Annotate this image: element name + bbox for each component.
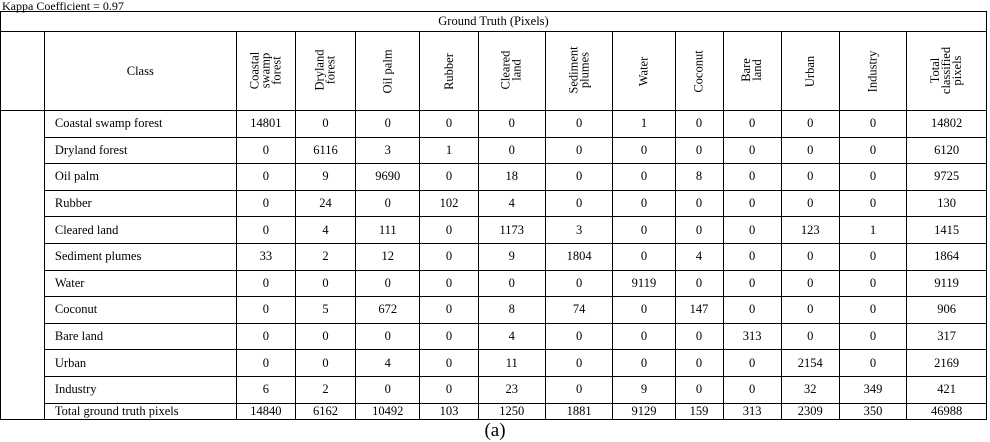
table-cell: 0: [781, 297, 839, 324]
table-row: [1, 376, 987, 403]
table-cell: 0: [675, 190, 723, 217]
table-cell: 0: [478, 137, 545, 164]
column-header-label: Oil palm: [380, 48, 395, 94]
kappa-coefficient: Kappa Coefficient = 0.97: [2, 0, 124, 13]
column-header: [545, 32, 612, 111]
table-cell: 0: [236, 323, 295, 350]
row-class-name: Coastal swamp forest: [44, 111, 236, 138]
table-cell: 2: [295, 376, 355, 403]
column-header-label: Water: [636, 56, 651, 86]
table-cell: 0: [781, 270, 839, 297]
ground-truth-header-row: [1, 12, 987, 32]
table-cell: 9119: [907, 270, 987, 297]
table-cell: 0: [613, 297, 675, 324]
table-row: [1, 111, 987, 138]
table-cell: 0: [236, 190, 295, 217]
table-cell: 0: [675, 111, 723, 138]
column-header-label: Cleared land: [498, 50, 524, 90]
table-cell: 9: [295, 164, 355, 191]
table-cell: 0: [839, 270, 906, 297]
table-cell: 0: [356, 111, 420, 138]
table-cell: 11: [478, 350, 545, 377]
table-cell: 23: [478, 376, 545, 403]
table-cell: 0: [356, 323, 420, 350]
table-row: [1, 190, 987, 217]
column-header-label: Urban: [802, 55, 817, 87]
table-cell: 1864: [907, 243, 987, 270]
table-cell: 672: [356, 297, 420, 324]
column-header-label: Coconut: [691, 49, 706, 93]
table-cell: 9119: [613, 270, 675, 297]
table-cell: 0: [613, 190, 675, 217]
table-cell: 0: [781, 164, 839, 191]
table-cell: 2154: [781, 350, 839, 377]
table-cell: 0: [839, 323, 906, 350]
table-cell: 0: [295, 350, 355, 377]
table-cell: 9129: [613, 403, 675, 419]
table-row: [1, 270, 987, 297]
table-cell: 0: [356, 190, 420, 217]
column-header-label: Industry: [865, 50, 880, 92]
table-cell: 4: [295, 217, 355, 244]
column-header-label: Rubber: [441, 52, 456, 90]
table-cell: 0: [545, 137, 612, 164]
row-class-name: Industry: [44, 376, 236, 403]
row-axis-label-cell: [1, 111, 45, 420]
column-header: [295, 32, 355, 111]
column-header-label: Bare land: [739, 58, 765, 82]
table-row: [1, 323, 987, 350]
table-cell: 0: [236, 164, 295, 191]
table-cell: 0: [675, 376, 723, 403]
corner-cell: [1, 32, 45, 111]
table-cell: 14801: [236, 111, 295, 138]
table-cell: 46988: [907, 403, 987, 419]
table-cell: 0: [723, 164, 781, 191]
row-class-name: Cleared land: [44, 217, 236, 244]
column-header-row: [1, 32, 987, 111]
table-cell: 147: [675, 297, 723, 324]
table-cell: 906: [907, 297, 987, 324]
ground-truth-header: Ground Truth (Pixels): [1, 12, 987, 32]
table-cell: 0: [723, 111, 781, 138]
column-header: [781, 32, 839, 111]
table-cell: 349: [839, 376, 906, 403]
total-row: [1, 403, 987, 419]
table-cell: 74: [545, 297, 612, 324]
table-cell: 9690: [356, 164, 420, 191]
table-cell: 0: [723, 243, 781, 270]
table-cell: 0: [236, 350, 295, 377]
table-cell: 1250: [478, 403, 545, 419]
table-cell: 0: [723, 217, 781, 244]
table-cell: 111: [356, 217, 420, 244]
table-cell: 313: [723, 403, 781, 419]
table-cell: 0: [420, 243, 478, 270]
table-cell: 0: [839, 164, 906, 191]
table-cell: 0: [839, 111, 906, 138]
table-cell: 5: [295, 297, 355, 324]
figure-caption: (a): [484, 420, 506, 441]
table-cell: 0: [839, 190, 906, 217]
table-cell: 32: [781, 376, 839, 403]
table-cell: 9725: [907, 164, 987, 191]
table-cell: 10492: [356, 403, 420, 419]
table-cell: 0: [236, 297, 295, 324]
table-cell: 0: [839, 350, 906, 377]
table-cell: 102: [420, 190, 478, 217]
row-class-name: Sediment plumes: [44, 243, 236, 270]
table-cell: 130: [907, 190, 987, 217]
table-cell: 8: [478, 297, 545, 324]
table-cell: 4: [478, 190, 545, 217]
table-cell: 33: [236, 243, 295, 270]
column-header-label: Total classified pixels: [928, 46, 965, 94]
table-cell: 12: [356, 243, 420, 270]
table-cell: 1173: [478, 217, 545, 244]
table-cell: 9: [478, 243, 545, 270]
table-cell: 4: [356, 350, 420, 377]
table-cell: 0: [545, 164, 612, 191]
table-cell: 0: [723, 350, 781, 377]
table-cell: 0: [420, 270, 478, 297]
table-cell: 6: [236, 376, 295, 403]
table-cell: 1415: [907, 217, 987, 244]
table-cell: 4: [675, 243, 723, 270]
row-class-name: Dryland forest: [44, 137, 236, 164]
table-cell: 0: [545, 190, 612, 217]
table-cell: 0: [675, 323, 723, 350]
table-cell: 6116: [295, 137, 355, 164]
column-header: [675, 32, 723, 111]
column-header: [839, 32, 906, 111]
table-cell: 0: [545, 350, 612, 377]
table-cell: 0: [723, 270, 781, 297]
table-cell: 0: [420, 217, 478, 244]
table-cell: 0: [236, 270, 295, 297]
row-class-name: Water: [44, 270, 236, 297]
table-cell: 0: [613, 243, 675, 270]
table-cell: 317: [907, 323, 987, 350]
table-cell: 0: [295, 270, 355, 297]
table-row: [1, 137, 987, 164]
row-class-name: Rubber: [44, 190, 236, 217]
table-cell: 0: [675, 217, 723, 244]
table-cell: 8: [675, 164, 723, 191]
table-row: [1, 297, 987, 324]
table-cell: 0: [613, 217, 675, 244]
column-header: [356, 32, 420, 111]
table-cell: 0: [613, 323, 675, 350]
table-cell: 103: [420, 403, 478, 419]
column-header: [236, 32, 295, 111]
table-cell: 0: [356, 270, 420, 297]
class-header: Class: [44, 32, 236, 111]
column-header: [420, 32, 478, 111]
column-header: [613, 32, 675, 111]
column-header: [907, 32, 987, 111]
table-cell: 0: [723, 297, 781, 324]
table-cell: 2309: [781, 403, 839, 419]
confusion-matrix-table: [0, 11, 987, 420]
table-cell: 0: [781, 137, 839, 164]
table-cell: 18: [478, 164, 545, 191]
table-cell: 0: [295, 323, 355, 350]
row-class-name: Urban: [44, 350, 236, 377]
table-cell: 0: [545, 376, 612, 403]
table-cell: 0: [420, 164, 478, 191]
table-cell: 24: [295, 190, 355, 217]
table-cell: 0: [839, 297, 906, 324]
table-cell: 0: [839, 243, 906, 270]
table-cell: 0: [613, 164, 675, 191]
column-header: [723, 32, 781, 111]
column-header-label: Coastal swamp forest: [247, 51, 284, 89]
table-cell: 0: [236, 137, 295, 164]
total-row-label: Total ground truth pixels: [44, 403, 236, 419]
table-cell: 313: [723, 323, 781, 350]
table-cell: 0: [420, 350, 478, 377]
table-cell: 6120: [907, 137, 987, 164]
table-cell: 0: [723, 137, 781, 164]
table-cell: 0: [723, 190, 781, 217]
row-class-name: Oil palm: [44, 164, 236, 191]
table-cell: 0: [356, 376, 420, 403]
table-cell: 0: [839, 137, 906, 164]
table-cell: 0: [781, 190, 839, 217]
table-cell: 1: [839, 217, 906, 244]
table-cell: 0: [675, 137, 723, 164]
column-header-label: Dryland forest: [312, 49, 338, 91]
table-cell: 6162: [295, 403, 355, 419]
table-cell: 0: [420, 323, 478, 350]
table-cell: 123: [781, 217, 839, 244]
table-cell: 2: [295, 243, 355, 270]
table-cell: 350: [839, 403, 906, 419]
table-row: [1, 243, 987, 270]
row-class-name: Coconut: [44, 297, 236, 324]
table-cell: 0: [613, 137, 675, 164]
table-cell: 0: [420, 376, 478, 403]
table-row: [1, 217, 987, 244]
table-cell: 0: [723, 376, 781, 403]
row-class-name: Bare land: [44, 323, 236, 350]
table-cell: 0: [478, 270, 545, 297]
table-cell: 14802: [907, 111, 987, 138]
table-cell: 0: [613, 350, 675, 377]
table-cell: 0: [295, 111, 355, 138]
column-header: [478, 32, 545, 111]
table-cell: 2169: [907, 350, 987, 377]
table-cell: 1: [613, 111, 675, 138]
table-cell: 1804: [545, 243, 612, 270]
table-cell: 0: [420, 111, 478, 138]
table-cell: 159: [675, 403, 723, 419]
table-cell: 14840: [236, 403, 295, 419]
table-cell: 1: [420, 137, 478, 164]
table-cell: 9: [613, 376, 675, 403]
table-cell: 0: [781, 323, 839, 350]
table-row: [1, 350, 987, 377]
table-cell: 0: [675, 350, 723, 377]
table-cell: 0: [545, 111, 612, 138]
table-cell: 0: [236, 217, 295, 244]
table-cell: 0: [545, 323, 612, 350]
table-row: [1, 164, 987, 191]
table-cell: 0: [420, 297, 478, 324]
table-cell: 0: [781, 243, 839, 270]
table-cell: 0: [545, 270, 612, 297]
column-header-label: Sediment plumes: [566, 46, 592, 94]
table-cell: 0: [675, 270, 723, 297]
table-body: [1, 12, 987, 420]
table-cell: 0: [478, 111, 545, 138]
table-cell: 3: [545, 217, 612, 244]
table-cell: 0: [781, 111, 839, 138]
table-cell: 421: [907, 376, 987, 403]
table-cell: 1881: [545, 403, 612, 419]
table-cell: 4: [478, 323, 545, 350]
table-cell: 3: [356, 137, 420, 164]
